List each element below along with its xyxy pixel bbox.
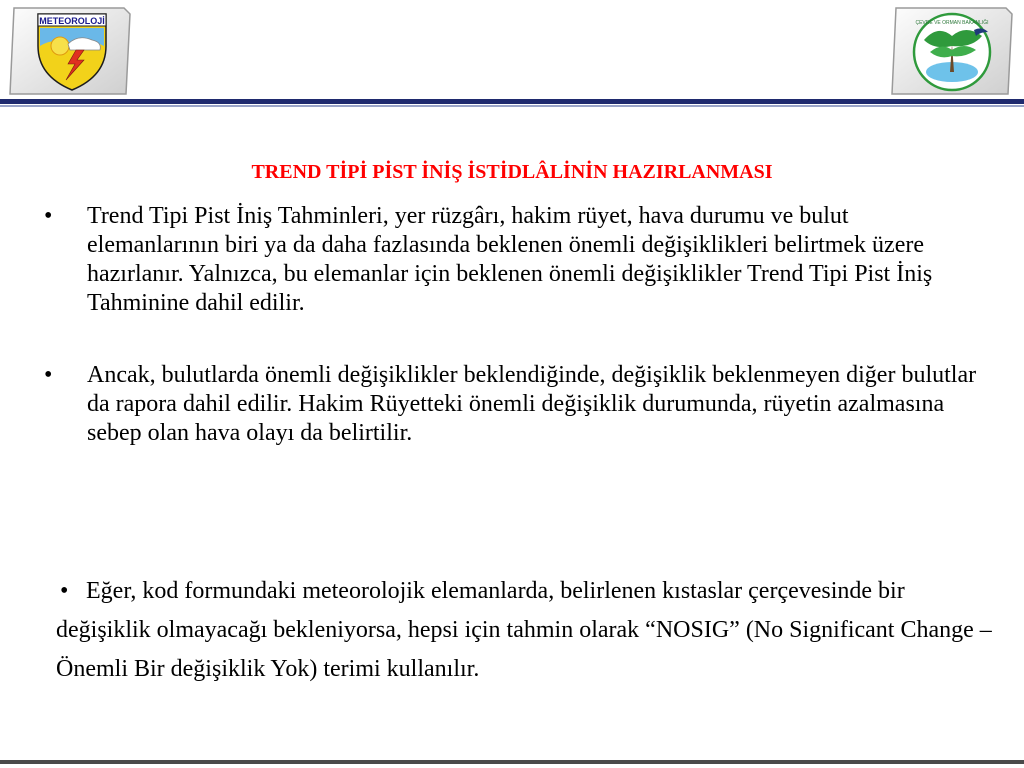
paragraph-text: Eğer, kod formundaki meteorolojik elemanlarda, belirlenen kıstaslar çerçevesinde bir değişiklik olmayacağı bekleniyorsa, hepsi için tahmin olarak “NOSIG” (No Significant Change – Önemli Bir değişiklik Yok) terimi kullanılır. bbox=[56, 578, 992, 682]
nosig-paragraph bbox=[56, 572, 996, 689]
bullet-item bbox=[44, 202, 984, 318]
right-logo-text: ÇEVRE VE ORMAN BAKANLIĞI bbox=[915, 20, 989, 26]
slide-title: TREND TİPİ PİST İNİŞ İSTİDLÂLİNİN HAZIRLANMASI bbox=[251, 161, 773, 183]
bullet-marker: • bbox=[44, 362, 53, 388]
meteorology-shield-icon bbox=[8, 6, 132, 96]
bullet-marker: • bbox=[60, 578, 69, 604]
ministry-logo bbox=[890, 6, 1014, 96]
bullet-text: Trend Tipi Pist İniş Tahminleri, yer rüzgârı, hakim rüyet, hava durumu ve bulut elemanlarının biri ya da daha fazlasında beklenen önemli değişiklikleri belirtmek üzere hazırlanır. Yalnızca, bu elemanlar için beklenen önemli değişiklikler Trend Tipi Pist İniş Tahminine dahil edilir. bbox=[87, 203, 933, 316]
bullet-text: Ancak, bulutlarda önemli değişiklikler beklendiğinde, değişiklik beklenmeyen diğer bulutlar da rapora dahil edilir. Hakim Rüyetteki önemli değişiklik durumunda, rüyetin azalmasına sebep olan hava olayı da belirtilir. bbox=[87, 362, 977, 446]
bullet-item bbox=[44, 361, 984, 448]
header-divider bbox=[0, 96, 1024, 106]
left-logo-text: METEOROLOJİ bbox=[39, 16, 105, 26]
bullet-marker: • bbox=[44, 203, 53, 229]
ministry-tree-emblem-icon bbox=[890, 6, 1014, 96]
footer-divider bbox=[0, 760, 1024, 764]
meteorology-logo bbox=[8, 6, 132, 96]
bullet-list bbox=[44, 202, 984, 448]
